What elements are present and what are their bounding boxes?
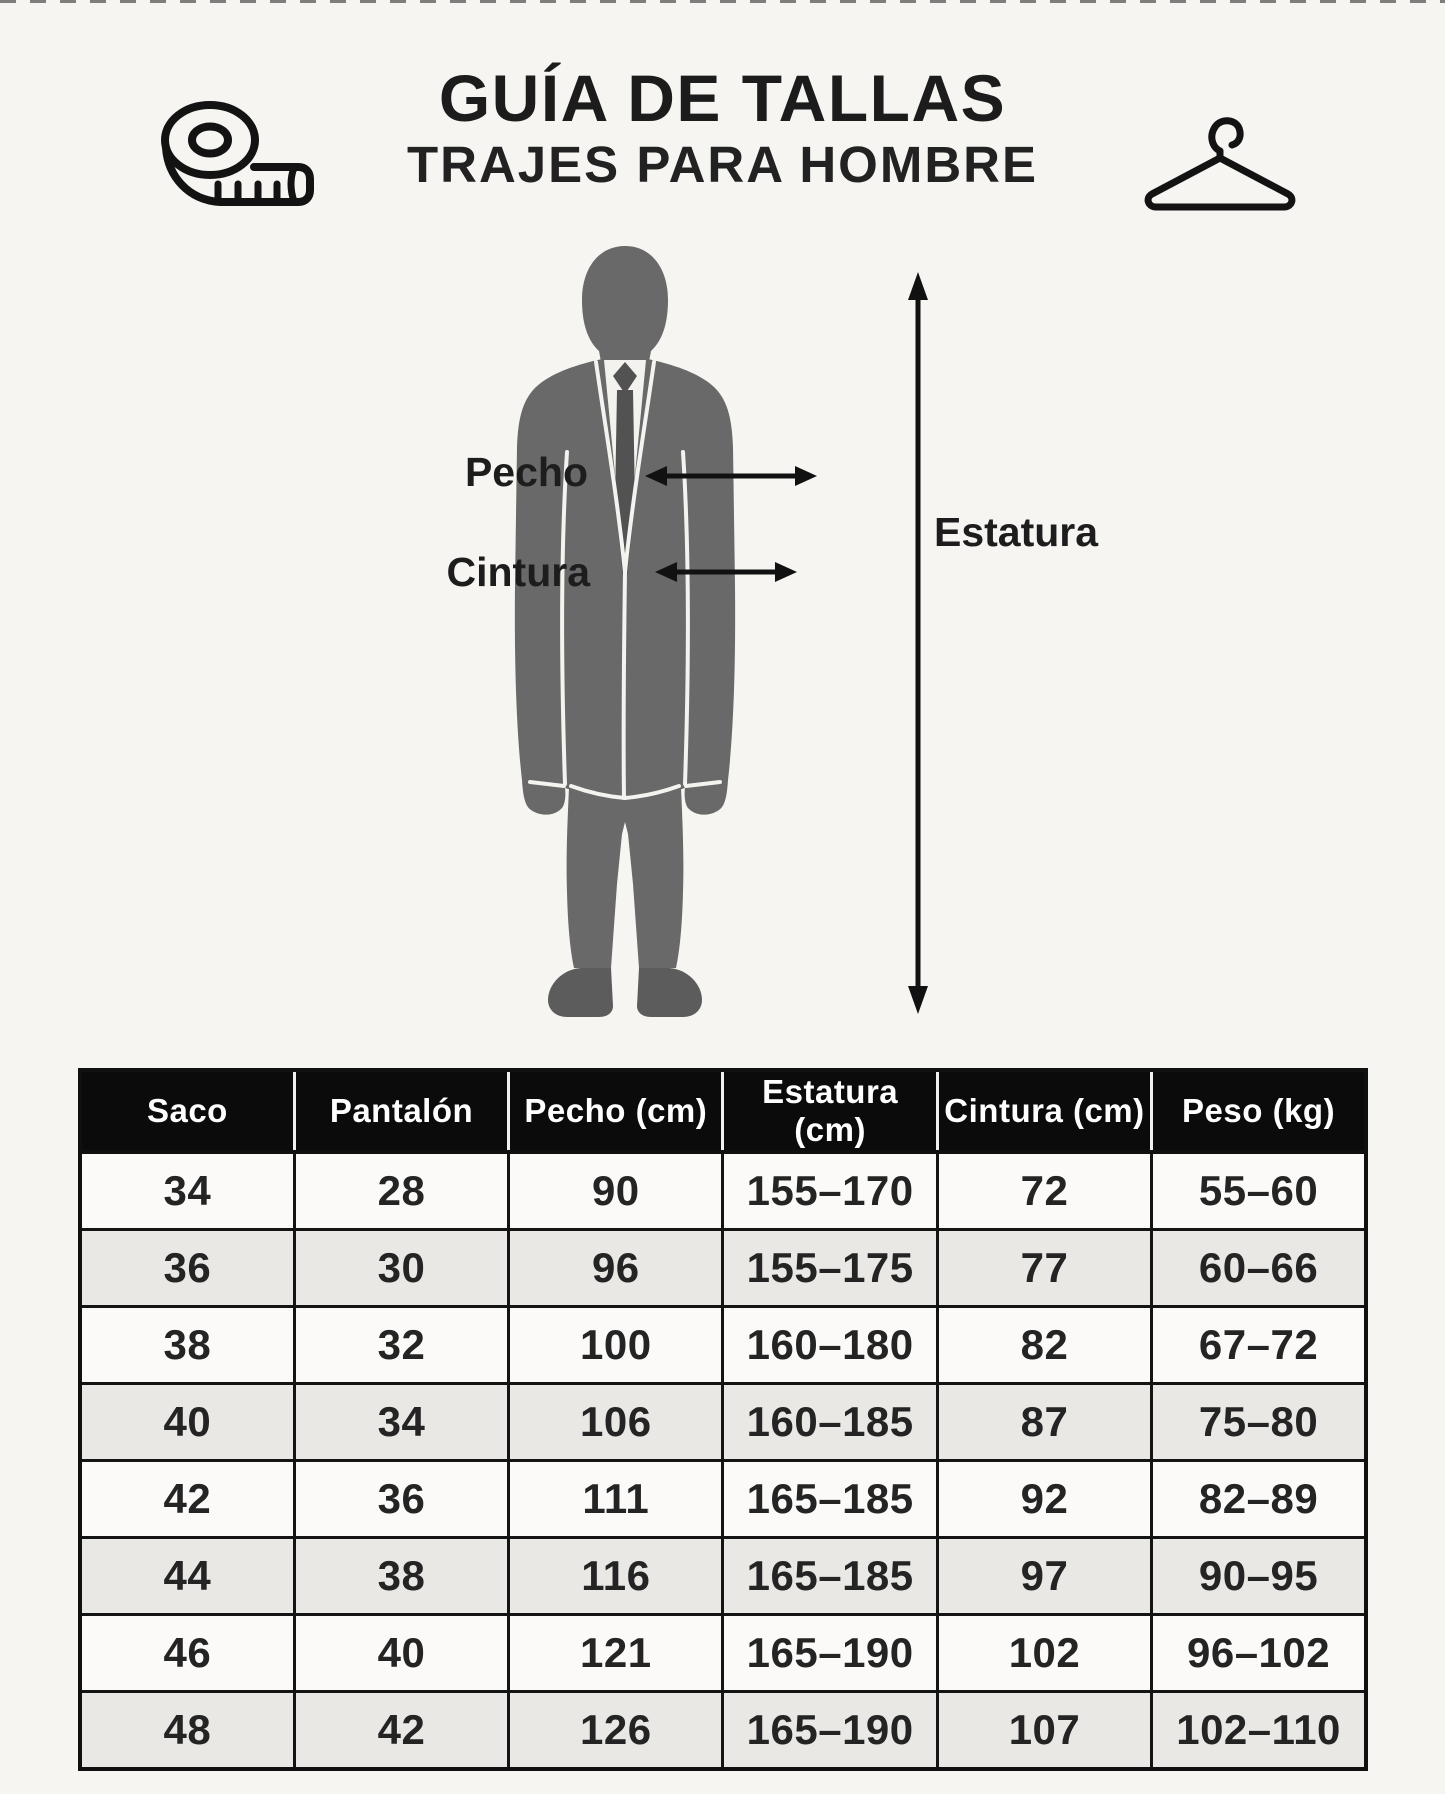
- table-cell: 82: [937, 1307, 1151, 1384]
- table-cell: 97: [937, 1538, 1151, 1615]
- column-header-saco: Saco: [80, 1070, 294, 1152]
- chest-arrow: [645, 462, 817, 490]
- table-cell: 60–66: [1152, 1230, 1366, 1307]
- table-cell: 46: [80, 1615, 294, 1692]
- table-cell: 36: [80, 1230, 294, 1307]
- chest-label: Pecho: [464, 449, 588, 495]
- hanger-icon: [1138, 106, 1302, 214]
- table-cell: 82–89: [1152, 1461, 1366, 1538]
- table-cell: 90: [509, 1152, 723, 1230]
- table-cell: 48: [80, 1692, 294, 1770]
- table-cell: 155–170: [723, 1152, 937, 1230]
- table-cell: 72: [937, 1152, 1151, 1230]
- table-cell: 96–102: [1152, 1615, 1366, 1692]
- waist-label: Cintura: [446, 549, 590, 595]
- table-header-row: [80, 1070, 1366, 1152]
- table-cell: 165–185: [723, 1461, 937, 1538]
- head-shape: [582, 246, 668, 367]
- table-row: [80, 1152, 1366, 1230]
- table-cell: 44: [80, 1538, 294, 1615]
- table-cell: 102–110: [1152, 1692, 1366, 1770]
- height-arrow: [905, 272, 931, 1014]
- waist-arrow: [655, 558, 797, 586]
- table-cell: 40: [80, 1384, 294, 1461]
- table-cell: 34: [294, 1384, 508, 1461]
- table-cell: 77: [937, 1230, 1151, 1307]
- table-cell: 34: [80, 1152, 294, 1230]
- table-cell: 30: [294, 1230, 508, 1307]
- suit-man-silhouette: [485, 240, 765, 1020]
- table-cell: 100: [509, 1307, 723, 1384]
- table-cell: 155–175: [723, 1230, 937, 1307]
- column-header-pecho: Pecho (cm): [509, 1070, 723, 1152]
- right-shoe-shape: [637, 968, 702, 1017]
- table-cell: 28: [294, 1152, 508, 1230]
- table-row: [80, 1692, 1366, 1770]
- table-cell: 106: [509, 1384, 723, 1461]
- table-cell: 42: [294, 1692, 508, 1770]
- table-cell: 90–95: [1152, 1538, 1366, 1615]
- table-row: [80, 1384, 1366, 1461]
- table-cell: 126: [509, 1692, 723, 1770]
- table-cell: 67–72: [1152, 1307, 1366, 1384]
- table-row: [80, 1307, 1366, 1384]
- table-cell: 102: [937, 1615, 1151, 1692]
- table-cell: 121: [509, 1615, 723, 1692]
- table-cell: 96: [509, 1230, 723, 1307]
- page-subtitle: TRAJES PARA HOMBRE: [406, 135, 1039, 193]
- table-cell: 87: [937, 1384, 1151, 1461]
- table-cell: 38: [80, 1307, 294, 1384]
- table-cell: 160–180: [723, 1307, 937, 1384]
- table-cell: 111: [509, 1461, 723, 1538]
- table-cell: 165–190: [723, 1615, 937, 1692]
- table-cell: 107: [937, 1692, 1151, 1770]
- table-cell: 75–80: [1152, 1384, 1366, 1461]
- table-row: [80, 1538, 1366, 1615]
- trousers-shape: [567, 788, 684, 968]
- table-cell: 92: [937, 1461, 1151, 1538]
- table-cell: 42: [80, 1461, 294, 1538]
- page-title: GUÍA DE TALLAS: [438, 61, 1007, 135]
- table-cell: 116: [509, 1538, 723, 1615]
- table-cell: 40: [294, 1615, 508, 1692]
- table-cell: 165–190: [723, 1692, 937, 1770]
- table-cell: 38: [294, 1538, 508, 1615]
- table-row: [80, 1461, 1366, 1538]
- table-row: [80, 1230, 1366, 1307]
- table-cell: 165–185: [723, 1538, 937, 1615]
- size-table: [78, 1068, 1368, 1753]
- left-shoe-shape: [548, 968, 613, 1017]
- column-header-peso: Peso (kg): [1152, 1070, 1366, 1152]
- table-cell: 32: [294, 1307, 508, 1384]
- height-label: Estatura: [934, 509, 1099, 555]
- table-cell: 55–60: [1152, 1152, 1366, 1230]
- top-edge-artifact: [0, 0, 1445, 3]
- column-header-pantalon: Pantalón: [294, 1070, 508, 1152]
- table-cell: 36: [294, 1461, 508, 1538]
- size-table-body: [80, 1152, 1366, 1769]
- table-cell: 160–185: [723, 1384, 937, 1461]
- column-header-cintura: Cintura (cm): [937, 1070, 1151, 1152]
- column-header-estatura: Estatura (cm): [723, 1070, 937, 1152]
- table-row: [80, 1615, 1366, 1692]
